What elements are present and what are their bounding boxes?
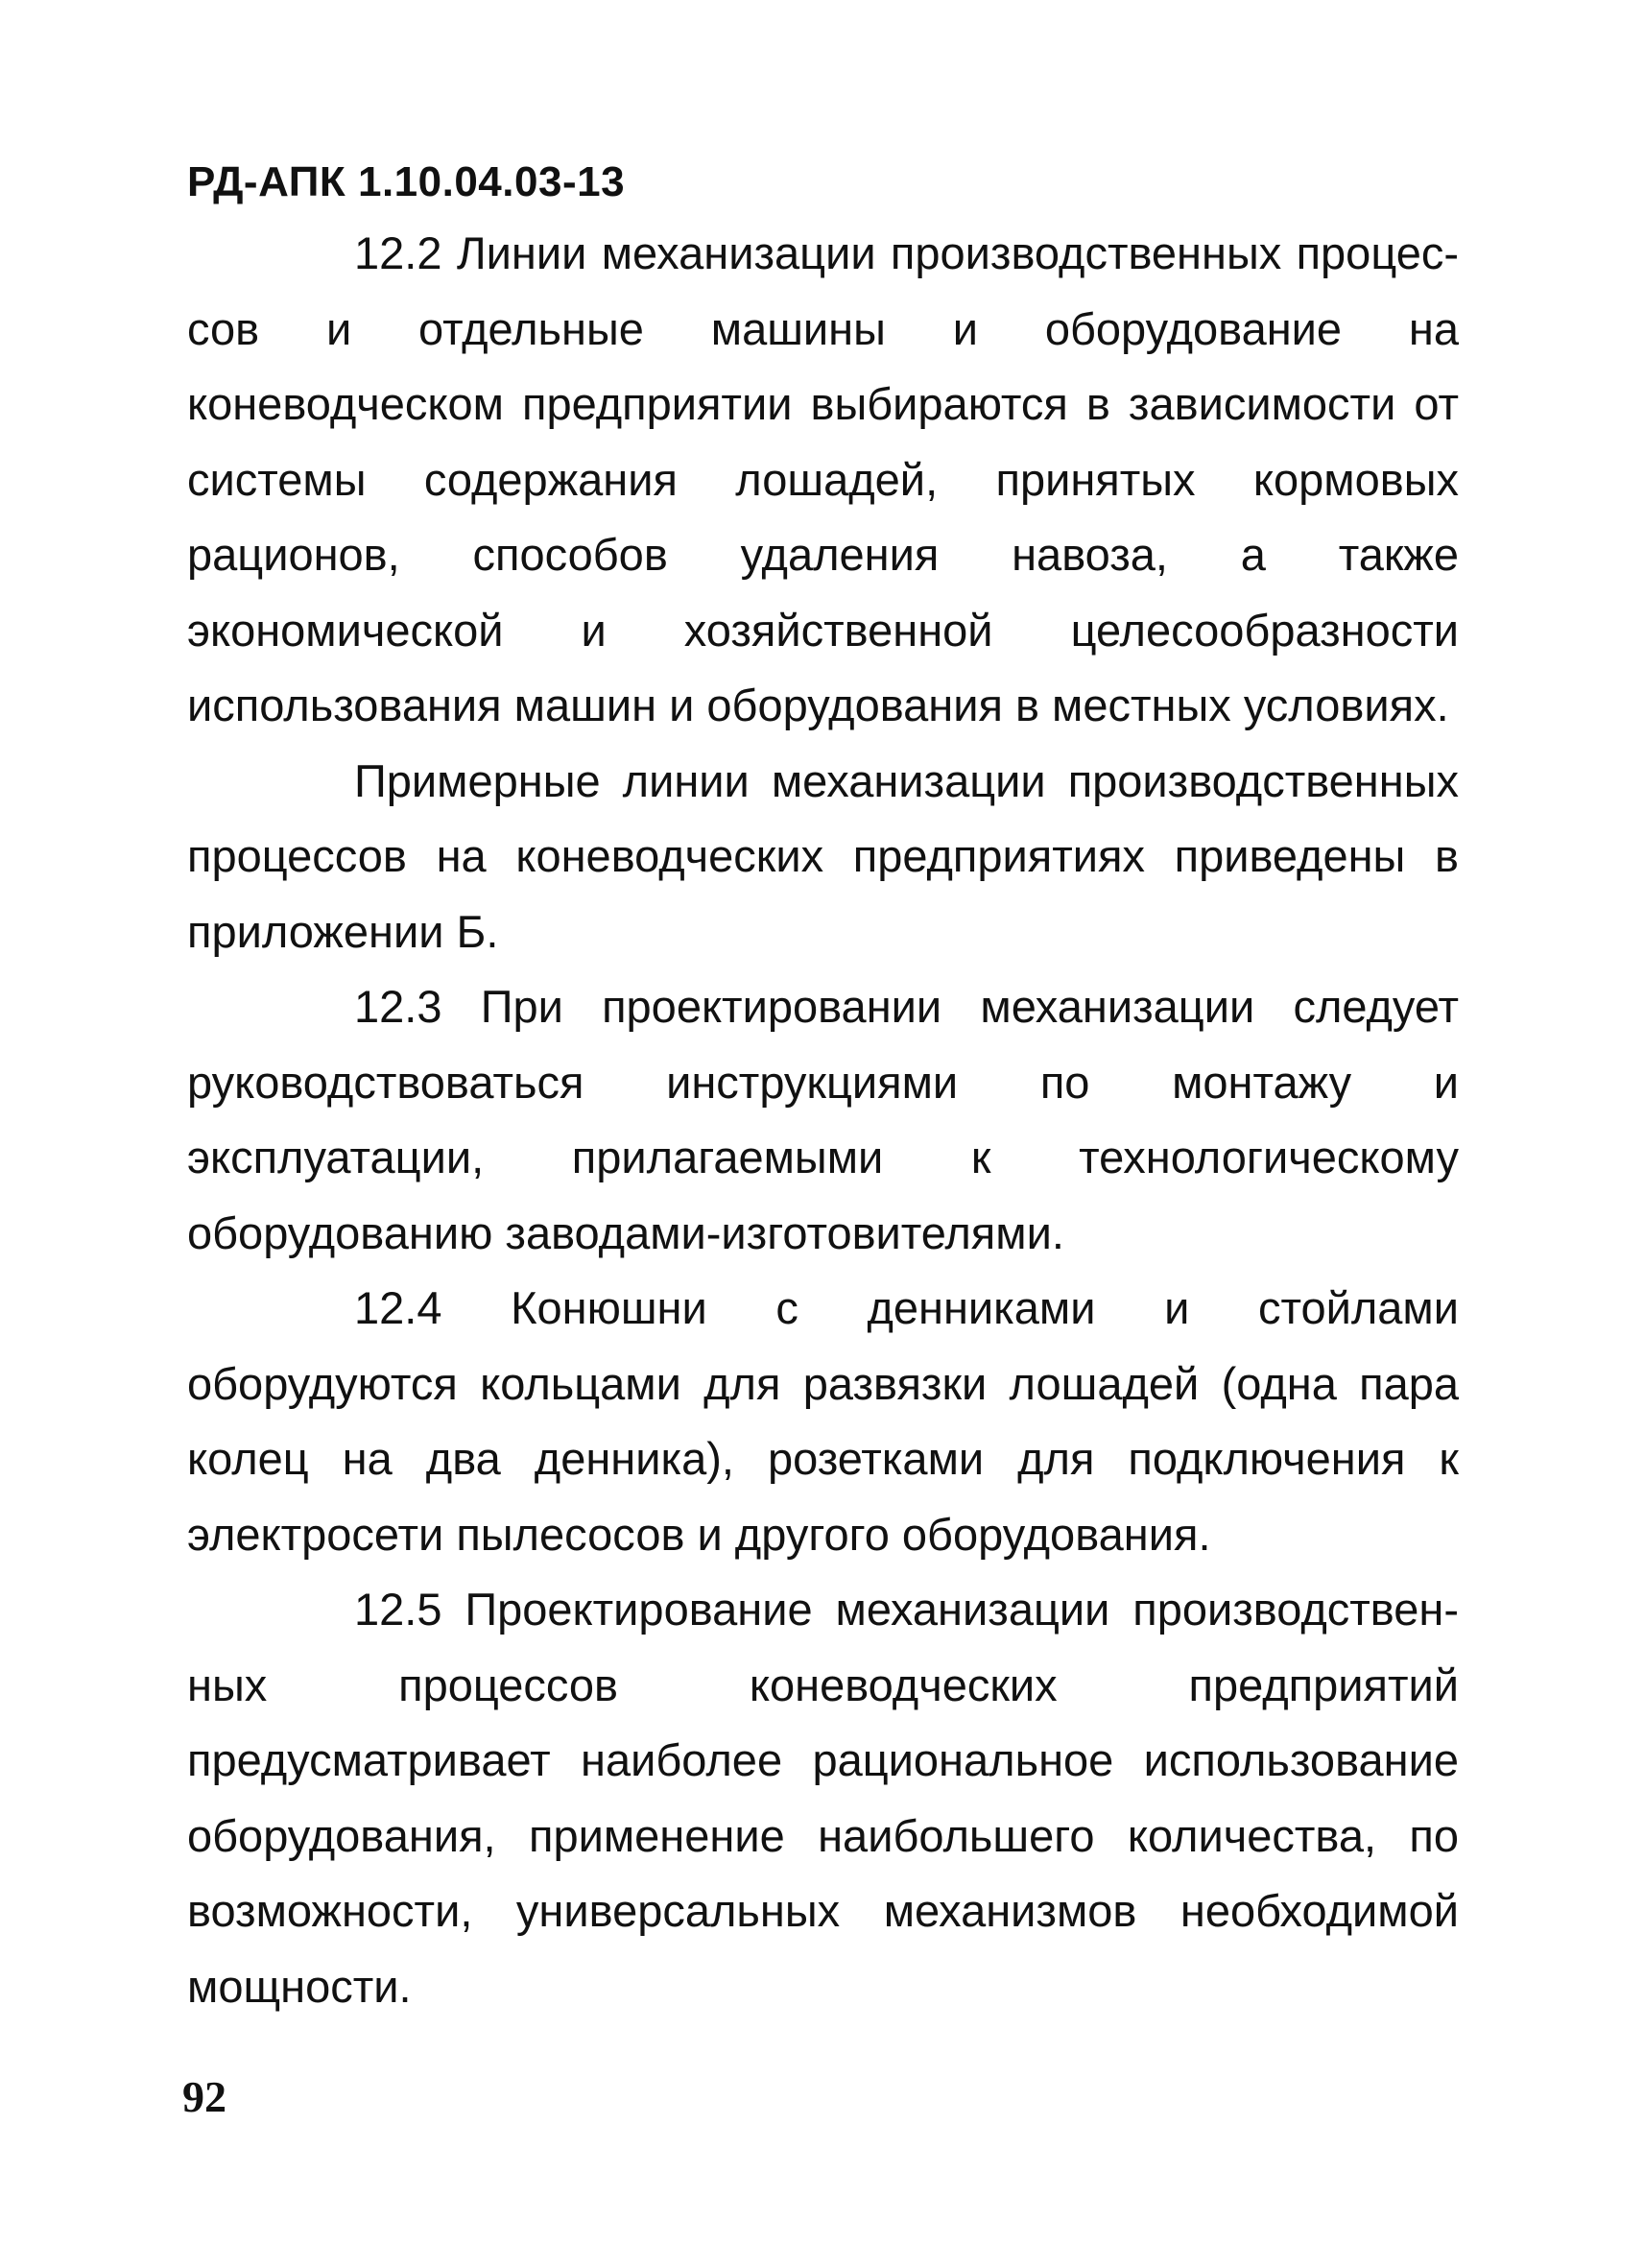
body-text: [187, 216, 1459, 2024]
paragraph-appendix-reference: Примерные линии механизации производственных процессов на коневодческих предприятиях приведены в приложении Б.: [187, 754, 1459, 957]
paragraph-12-4: 12.4 Конюшни с денниками и стойлами оборудуются кольцами для развязки лошадей (одна пара колец на два денника), розетками для подключения к электросети пылесосов и другого оборудования.: [187, 1282, 1459, 1560]
paragraph-12-5: 12.5 Проектирование механизации производственных процессов коневодческих предприятий предусматривает наиболее рациональное использование оборудования, применение наибольшего количества, по возможности, универсальных механизмов необходимой мощности.: [187, 1584, 1459, 2012]
paragraph-12-3: 12.3 При проектировании механизации следует руководствоваться инструкциями по монтажу и эксплуатации, прилагаемыми к технологическому оборудованию заводами-изготовителями.: [187, 981, 1459, 1258]
document-code-header: РД-АПК 1.10.04.03-13: [187, 158, 626, 205]
paragraph-12-2: 12.2 Линии механизации производственных процессов и отдельные машины и оборудование на коневодческом предприятии выбираются в зависимости от системы содержания лошадей, принятых кормовых рационов, способов удаления навоза, а также экономической и хозяйственной целесообразности использования машин и оборудования в местных условиях.: [187, 227, 1459, 730]
page-number: 92: [182, 2072, 226, 2121]
